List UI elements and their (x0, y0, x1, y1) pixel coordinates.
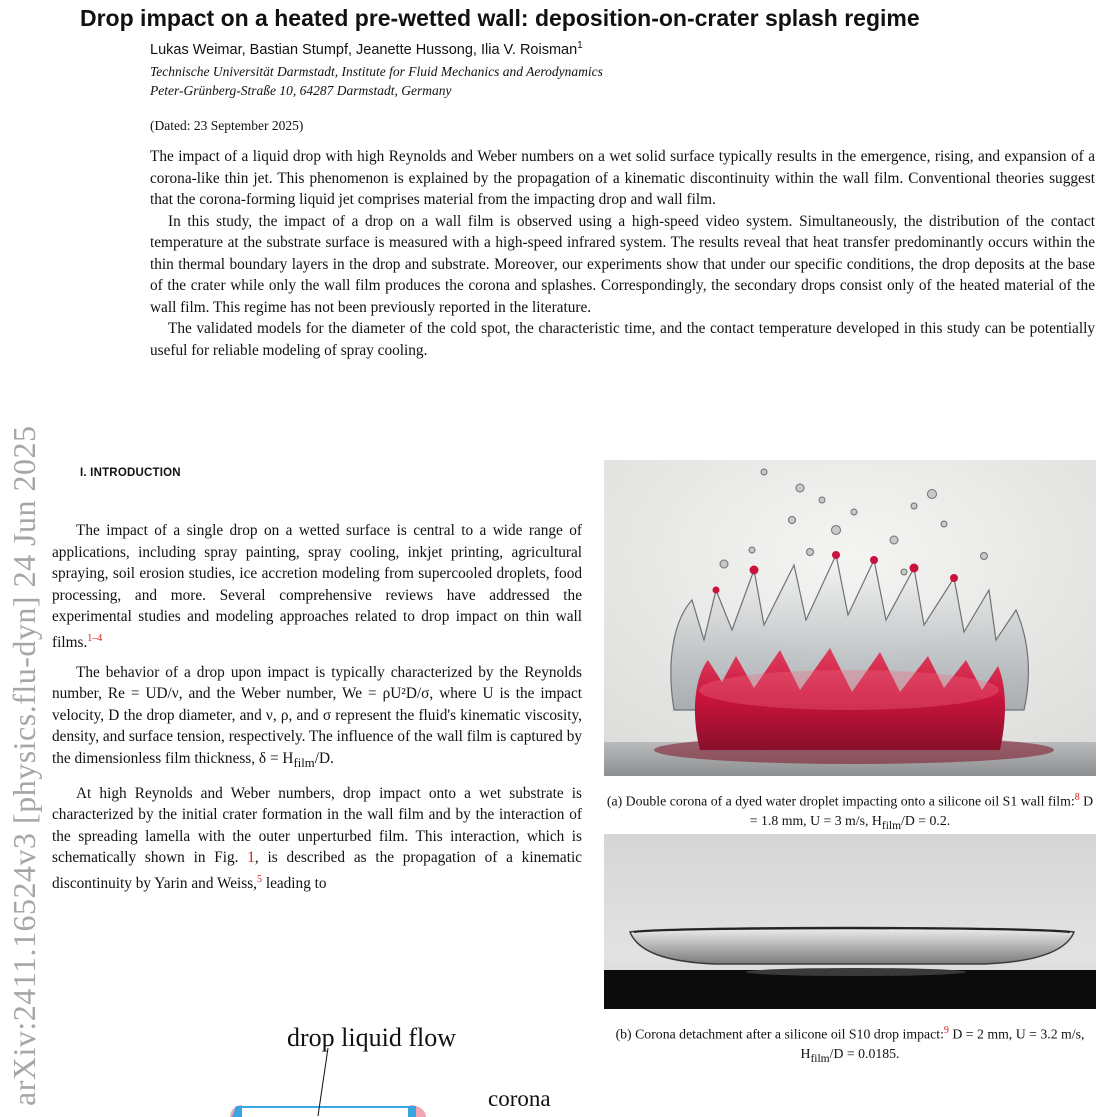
intro-paragraph-3 (52, 783, 582, 895)
intro-p1-text: The impact of a single drop on a wetted surface is central to a wide range of applications, including spray painting, spray cooling, inkjet printing, agricultural spraying, soil erosion studies, ice accretion modeling from supercooled droplets, food processing, and more. Several comprehensive reviews have addressed the experimental studies and modeling approaches related to drop impact on thin wall films. (52, 522, 582, 652)
intro-p2-text: The behavior of a drop upon impact is typically characterized by the Reynolds number, Re = UD/ν, and the Weber number, We = ρU²D/σ, where U is the impact velocity, D the drop diameter, and ν, ρ, and σ represent the fluid's kinematic viscosity, density, and surface tension, respectively. The influence of the wall film is captured by the dimensionless film thickness, δ = H (52, 663, 582, 768)
author-list (150, 40, 583, 58)
affiliation-address: Peter-Grünberg-Straße 10, 64287 Darmstadt, Germany (150, 83, 452, 98)
abstract-paragraph-1: The impact of a liquid drop with high Reynolds and Weber numbers on a wet solid surface typically results in the emergence, rising, and expansion of a corona-like thin jet. This phenomenon is explained by the propagation of a kinematic discontinuity within the wall film. Conventional theories suggest that the corona-forming liquid jet comprises material from the impacting drop and wall film. (150, 148, 1095, 208)
intro-p3-text: At high Reynolds and Weber numbers, drop impact onto a wet substrate is characterized by the initial crater formation in the wall film and by the interaction of the spreading lamella with the outer unperturbed film. This interaction, which is schematically shown in Fig. (52, 784, 582, 867)
paper-title: Drop impact on a heated pre-wetted wall: deposition-on-crater splash regime (80, 5, 920, 31)
abstract (150, 146, 1095, 361)
caption-a-params: D = 1.8 mm, U = 3 m/s, H (749, 793, 1094, 828)
caption-a-tail: /D = 0.2. (901, 812, 951, 828)
caption-b-params: D = 2 mm, U = 3.2 m/s, H (800, 1026, 1085, 1061)
figure-double-corona-photo (604, 460, 1096, 776)
caption-b-text: (b) Corona detachment after a silicone oil S10 drop impact: (615, 1026, 944, 1042)
caption-a-text: (a) Double corona of a dyed water droplet impacting onto a silicone oil S1 wall film: (606, 793, 1075, 809)
figure-corona-detachment-photo (604, 834, 1096, 1009)
intro-p3-tail: leading to (262, 875, 327, 893)
figure-1-link[interactable]: 1 (247, 849, 255, 867)
authors-text: Lukas Weimar, Bastian Stumpf, Jeanette Hussong, Ilia V. Roisman (150, 41, 578, 58)
figure-caption-b (602, 1021, 1098, 1068)
schematic-leader-line (318, 1048, 328, 1116)
section-heading-introduction: I. INTRODUCTION (80, 467, 181, 479)
citation-8[interactable]: 8 (1074, 792, 1080, 803)
citation-5[interactable]: 5 (257, 874, 262, 886)
author-affiliation-mark: 1 (577, 40, 583, 51)
citation-9[interactable]: 9 (943, 1025, 949, 1036)
figure-caption-a (602, 788, 1098, 835)
abstract-paragraph-3: The validated models for the diameter of the cold spot, the characteristic time, and the contact temperature developed in this study can be potentially useful for reliable modeling of spray cooling. (150, 320, 1095, 359)
abstract-paragraph-2: In this study, the impact of a drop on a wall film is observed using a high-speed video system. Simultaneously, the distribution of the contact temperature at the substrate surface is measured with a high-speed infrared system. The results reveal that heat transfer predominantly occurs within the thin thermal boundary layers in the drop and substrate. Moreover, our experiments show that under our specific conditions, the drop deposits at the base of the crater while only the wall film produces the corona and splashes. Correspondingly, the secondary drops consist only of the heated material of the wall film. This regime has not been previously reported in the literature. (150, 212, 1095, 316)
caption-b-tail: /D = 0.0185. (829, 1045, 900, 1061)
subscript-film: film (293, 756, 315, 771)
corona-detachment-illustration (604, 834, 1096, 1009)
arxiv-identifier-stamp: arXiv:2411.16524v3 [physics.flu-dyn] 24 Jun 2025 (6, 425, 42, 1106)
intro-p2-tail: /D. (314, 750, 334, 768)
intro-paragraph-1 (52, 520, 582, 654)
affiliation-institute: Technische Universität Darmstadt, Institute for Fluid Mechanics and Aerodynamics (150, 64, 603, 79)
double-corona-illustration (604, 460, 1096, 776)
citation-1-4[interactable]: 1–4 (87, 632, 103, 644)
dated-line: (Dated: 23 September 2025) (150, 118, 304, 133)
schematic-label-drop-liquid-flow: drop liquid flow (287, 1023, 456, 1052)
intro-paragraph-2 (52, 662, 582, 775)
subscript-film: film (810, 1052, 830, 1065)
intro-p3-mid: , is described as the propagation of a kinematic discontinuity by Yarin and Weiss, (52, 849, 582, 893)
schematic-label-corona: corona (488, 1086, 551, 1111)
subscript-film: film (881, 819, 902, 832)
introduction-text (52, 520, 582, 903)
